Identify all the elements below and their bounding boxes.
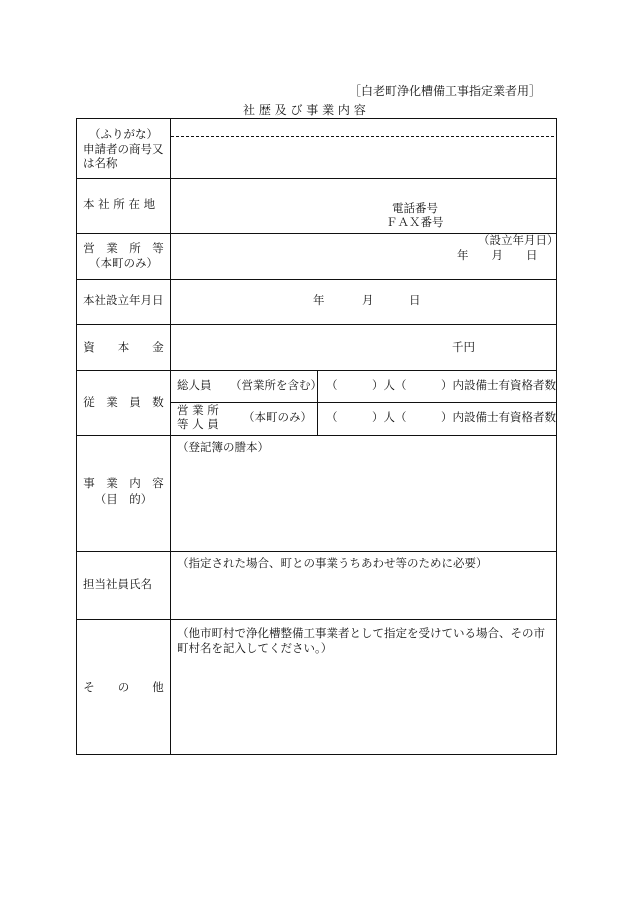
fax-label: ＦＡＸ番号 (386, 215, 444, 229)
row-divider (77, 178, 556, 179)
office-established-label: （設立年月日） (478, 233, 559, 247)
office-employees-count-field[interactable]: （ ）人（ ）内設備士有資格者数 (326, 410, 556, 424)
office-employees-label-line1: 営 業 所 (177, 403, 219, 417)
business-sub-label: （目 的） (94, 492, 153, 506)
furigana-dashed-line (171, 136, 554, 137)
applicant-name-label-line2: は名称 (83, 156, 118, 170)
other-field[interactable] (173, 659, 554, 751)
hq-address-field[interactable] (173, 181, 554, 231)
office-established-date: 年 月 日 (457, 248, 538, 262)
applicant-name-label-line1: 申請者の商号又 (83, 142, 164, 156)
total-employees-label: 総人員 (177, 378, 212, 392)
hq-address-label: 本 社 所 在 地 (83, 197, 156, 211)
row-divider (77, 619, 556, 620)
label-column-divider (170, 119, 171, 754)
contact-person-label: 担当社員氏名 (83, 577, 152, 591)
office-employees-note: （本町のみ） (243, 410, 312, 424)
furigana-field[interactable] (173, 121, 554, 134)
phone-label: 電話番号 (392, 201, 438, 215)
furigana-label: （ふりがな） (89, 127, 158, 141)
hq-established-year: 年 (313, 293, 325, 307)
employees-label: 従 業 員 数 (83, 395, 164, 409)
other-note-line2: 町村名を記入してください。） (177, 641, 333, 655)
other-label: そ の 他 (83, 680, 164, 694)
capital-label: 資 本 金 (83, 340, 164, 354)
row-divider (77, 279, 556, 280)
application-form (76, 118, 557, 755)
total-employees-note: （営業所を含む） (230, 378, 322, 392)
business-field[interactable] (173, 457, 554, 549)
business-note: （登記簿の謄本） (177, 440, 269, 454)
contact-person-note: （指定された場合、町との事業うちあわせ等のために必要） (177, 556, 488, 570)
hq-established-month: 月 (362, 293, 374, 307)
page-title: 社 歴 及 び 事 業 内 容 (243, 103, 366, 117)
row-divider (77, 324, 556, 325)
row-divider (77, 435, 556, 436)
capital-unit: 千円 (452, 340, 475, 354)
form-type-label: ［白老町浄化槽備工事指定業者用］ (349, 84, 542, 98)
office-label: 営 業 所 等 (83, 241, 164, 255)
total-employees-count-field[interactable]: （ ）人（ ）内設備士有資格者数 (326, 378, 556, 392)
capital-field[interactable] (173, 327, 554, 368)
business-label: 事 業 内 容 (83, 476, 164, 490)
contact-person-field[interactable] (173, 574, 554, 617)
office-sub-label: （本町のみ） (89, 256, 158, 270)
applicant-name-field[interactable] (173, 140, 554, 176)
hq-established-label: 本社設立年月日 (83, 293, 164, 307)
office-employees-label-line2: 等 人 員 (177, 417, 219, 431)
row-divider (77, 551, 556, 552)
employees-subrow-divider (170, 402, 556, 403)
other-note-line1: （他市町村で浄化槽整備工事業者として指定を受けている場合、その市 (177, 626, 545, 640)
hq-established-day: 日 (409, 293, 421, 307)
